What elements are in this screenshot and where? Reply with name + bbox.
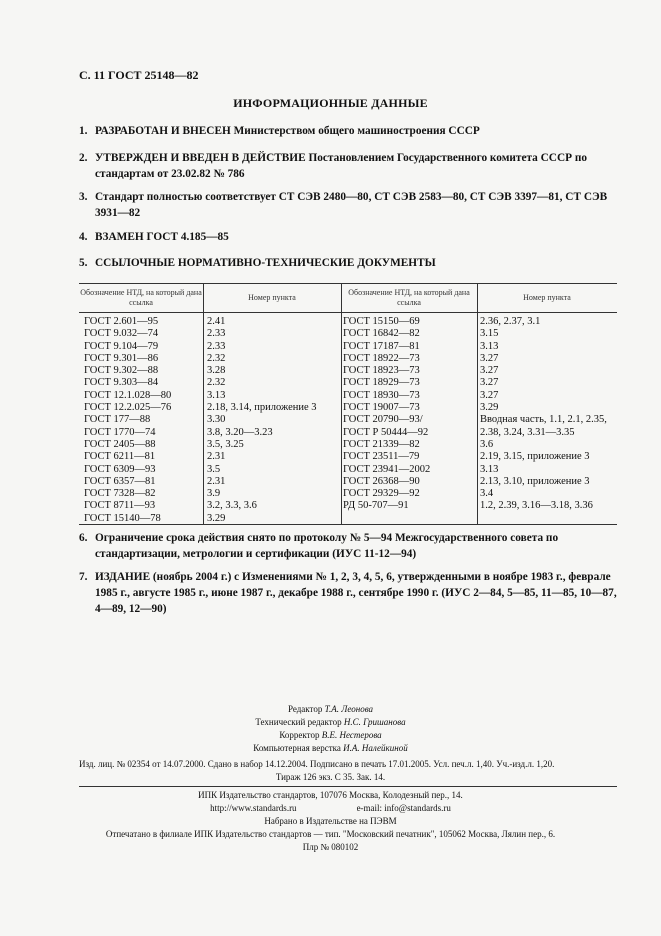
table-cell-doc: ГОСТ 18930—73: [343, 389, 420, 401]
table-cell-doc: ГОСТ 2405—88: [84, 438, 156, 450]
corrector-label: Корректор: [279, 730, 320, 740]
table-cell-clause: 3.28: [207, 365, 226, 377]
table-cell-clause: 2.33: [207, 328, 226, 340]
tech-editor-label: Технический редактор: [255, 717, 342, 727]
table-cell-clause: 3.27: [480, 377, 499, 389]
table-cell-clause: 3.27: [480, 389, 499, 401]
editor-line: [0, 703, 661, 716]
item-number: 6.: [79, 532, 88, 544]
layout-name: И.А. Налейкиной: [343, 743, 408, 753]
table-cell-doc: ГОСТ 16842—82: [343, 328, 420, 340]
table-cell-clause: 2.36, 2.37, 3.1: [480, 316, 541, 327]
table-cell-doc: ГОСТ 23511—79: [343, 451, 420, 463]
table-cell-clause: 3.13: [480, 340, 499, 352]
table-cell-doc: ГОСТ 19007—73: [343, 402, 420, 414]
item-text: РАЗРАБОТАН И ВНЕСЕН Министерством общего машиностроения СССР: [95, 125, 480, 137]
table-cell-doc: ГОСТ 17187—81: [343, 340, 420, 352]
header-doc-right: Обозначение НТД, на который дана ссылка: [348, 288, 470, 307]
info-item-6: [79, 530, 617, 562]
contacts-line: [0, 802, 661, 815]
layout-label: Компьютерная верстка: [253, 743, 341, 753]
table-cell-doc: ГОСТ 6211—81: [84, 451, 156, 463]
table-cell-clause: 3.29: [207, 512, 226, 524]
table-cell-doc: ГОСТ 12.1.028—80: [84, 389, 172, 401]
item-number: 7.: [79, 571, 88, 583]
table-cell-clause: 3.9: [207, 488, 221, 500]
table-cell-clause: 2.41: [207, 316, 226, 327]
info-item-3: [79, 189, 617, 221]
column-divider: [477, 284, 478, 524]
table-cell-clause: 3.13: [480, 463, 499, 475]
layout-line: [0, 742, 661, 755]
info-item-5: [79, 255, 617, 271]
editor-name: Т.А. Леонова: [324, 704, 374, 714]
table-cell-doc: ГОСТ 12.2.025—76: [84, 402, 172, 414]
column-divider: [341, 284, 342, 524]
table-cell-clause: 1.2, 2.39, 3.16—3.18, 3.36: [480, 500, 593, 512]
table-cell-doc: ГОСТ 9.301—86: [84, 352, 159, 364]
left-doc-column: [84, 316, 171, 525]
item-text: ИЗДАНИЕ (ноябрь 2004 г.) с Изменениями № 1, 2, 3, 4, 5, 6, утвержденными в ноябре 1983 г., феврале 1985 г., августе 1985 г., июне 1987 г., декабре 1988 г., сентябре 1990 г. (ИУС 2—84, 5—85, 11—85, 10—87, 4—89, 12—90): [95, 571, 617, 615]
table-cell-clause: 3.27: [480, 365, 499, 377]
plr-number: Плр № 080102: [302, 842, 359, 852]
table-cell-doc: ГОСТ 6309—93: [84, 463, 156, 475]
table-cell-doc: ГОСТ 177—88: [84, 414, 151, 426]
page-title: ИНФОРМАЦИОННЫЕ ДАННЫЕ: [233, 96, 428, 110]
table-cell-doc: РД 50-707—91: [343, 500, 409, 512]
header-doc-left: Обозначение НТД, на который дана ссылка: [80, 288, 202, 307]
item-number: 2.: [79, 152, 88, 164]
table-cell-clause: 2.38, 3.24, 3.31—3.35: [480, 426, 575, 438]
table-header-divider: [79, 312, 617, 313]
item-text: Стандарт полностью соответствует СТ СЭВ 2480—80, СТ СЭВ 2583—80, СТ СЭВ 3397—81, СТ СЭВ 3931—82: [95, 191, 608, 219]
table-cell-doc: ГОСТ 2.601—95: [84, 316, 159, 327]
item-text: ССЫЛОЧНЫЕ НОРМАТИВНО-ТЕХНИЧЕСКИЕ ДОКУМЕНТЫ: [95, 257, 436, 269]
header-clause-left: Номер пункта: [248, 293, 296, 302]
table-cell-clause: 2.33: [207, 340, 226, 352]
table-cell-doc: ГОСТ 18929—73: [343, 377, 420, 389]
table-cell-clause: 3.27: [480, 352, 499, 364]
table-cell-clause: 3.2, 3.3, 3.6: [207, 500, 257, 512]
header-clause-right: Номер пункта: [523, 293, 571, 302]
table-cell-doc: ГОСТ 23941—2002: [343, 463, 431, 475]
table-cell-doc: ГОСТ 7328—82: [84, 488, 156, 500]
info-item-4: [79, 229, 617, 245]
table-cell-clause: 2.13, 3.10, приложение 3: [480, 475, 590, 487]
table-cell-clause: 3.29: [480, 402, 499, 414]
table-cell-clause: Вводная часть, 1.1, 2.1, 2.35,: [480, 414, 607, 426]
print-run: Тираж 126 экз. С 35. Зак. 14.: [275, 772, 386, 782]
right-doc-column: [343, 316, 430, 513]
table-cell-clause: 2.32: [207, 352, 226, 364]
tech-editor-name: Н.С. Гришанова: [343, 717, 406, 727]
item-text: ВЗАМЕН ГОСТ 4.185—85: [95, 231, 229, 243]
left-clause-column: [207, 316, 317, 525]
table-cell-doc: ГОСТ 26368—90: [343, 475, 420, 487]
table-cell-doc: ГОСТ 21339—82: [343, 438, 420, 450]
table-cell-clause: 2.31: [207, 475, 226, 487]
publisher-address: ИПК Издательство стандартов, 107076 Москва, Колодезный пер., 14.: [198, 790, 463, 800]
table-cell-clause: 2.32: [207, 377, 226, 389]
table-cell-doc: ГОСТ 6357—81: [84, 475, 156, 487]
right-clause-column: [480, 316, 607, 513]
table-cell-clause: 2.31: [207, 451, 226, 463]
table-cell-doc: ГОСТ 9.303—84: [84, 377, 159, 389]
page-header: С. 11 ГОСТ 25148—82: [79, 68, 199, 82]
corrector-line: [0, 729, 661, 742]
typeset-note: Набрано в Издательстве на ПЭВМ: [264, 816, 397, 826]
editors-block: [0, 703, 661, 755]
table-cell-doc: ГОСТ 18923—73: [343, 365, 420, 377]
printed-note: Отпечатано в филиале ИПК Издательство стандартов — тип. "Московский печатник", 105062 Москва, Лялин пер., 6.: [105, 829, 556, 839]
item-number: 1.: [79, 125, 88, 137]
table-cell-clause: 3.5: [207, 463, 221, 475]
info-item-1: [79, 123, 617, 139]
table-cell-doc: ГОСТ 15140—78: [84, 512, 161, 524]
table-cell-doc: ГОСТ 1770—74: [84, 426, 156, 438]
corrector-name: В.Е. Нестерова: [321, 730, 382, 740]
publisher-block: [0, 789, 661, 854]
website: http://www.standards.ru: [210, 803, 297, 813]
imprint-divider: [79, 786, 617, 787]
table-cell-clause: 3.15: [480, 328, 499, 340]
table-cell-clause: 3.5, 3.25: [207, 438, 244, 450]
table-cell-doc: ГОСТ 9.032—74: [84, 328, 159, 340]
table-cell-doc: ГОСТ 9.104—79: [84, 340, 159, 352]
column-divider: [203, 284, 204, 524]
license-line: Изд. лиц. № 02354 от 14.07.2000. Сдано в набор 14.12.2004. Подписано в печать 17.01.2005. Усл. печ.л. 1,40. Уч.-изд.л. 1,20.: [79, 759, 555, 769]
item-text: Ограничение срока действия снято по протоколу № 5—94 Межгосударственного совета по стандартизации, метрологии и сертификации (ИУС 11-12—94): [95, 532, 559, 560]
item-number: 5.: [79, 257, 88, 269]
table-cell-clause: 3.13: [207, 389, 226, 401]
editor-label: Редактор: [287, 704, 323, 714]
table-cell-clause: 2.19, 3.15, приложение 3: [480, 451, 590, 463]
tech-editor-line: [0, 716, 661, 729]
table-cell-doc: ГОСТ 8711—93: [84, 500, 156, 512]
table-cell-clause: 3.4: [480, 488, 494, 500]
item-number: 3.: [79, 191, 88, 203]
table-cell-doc: ГОСТ 20790—93/: [343, 414, 423, 426]
table-cell-doc: ГОСТ 9.302—88: [84, 365, 159, 377]
table-cell-clause: 3.6: [480, 438, 494, 450]
table-cell-clause: 3.8, 3.20—3.23: [207, 426, 273, 438]
table-cell-doc: ГОСТ 29329—92: [343, 488, 420, 500]
reference-documents-table: [79, 283, 617, 525]
email: e-mail: info@standards.ru: [356, 803, 451, 813]
table-cell-clause: 2.18, 3.14, приложение 3: [207, 402, 317, 414]
item-number: 4.: [79, 231, 88, 243]
info-item-2: [79, 150, 617, 182]
info-item-7: [79, 569, 617, 617]
table-cell-clause: 3.30: [207, 414, 226, 426]
table-cell-doc: ГОСТ Р 50444—92: [343, 426, 429, 438]
table-cell-doc: ГОСТ 18922—73: [343, 352, 420, 364]
table-cell-doc: ГОСТ 15150—69: [343, 316, 420, 327]
item-text: УТВЕРЖДЕН И ВВЕДЕН В ДЕЙСТВИЕ Постановлением Государственного комитета СССР по стандартам от 23.02.82 № 786: [95, 152, 587, 180]
